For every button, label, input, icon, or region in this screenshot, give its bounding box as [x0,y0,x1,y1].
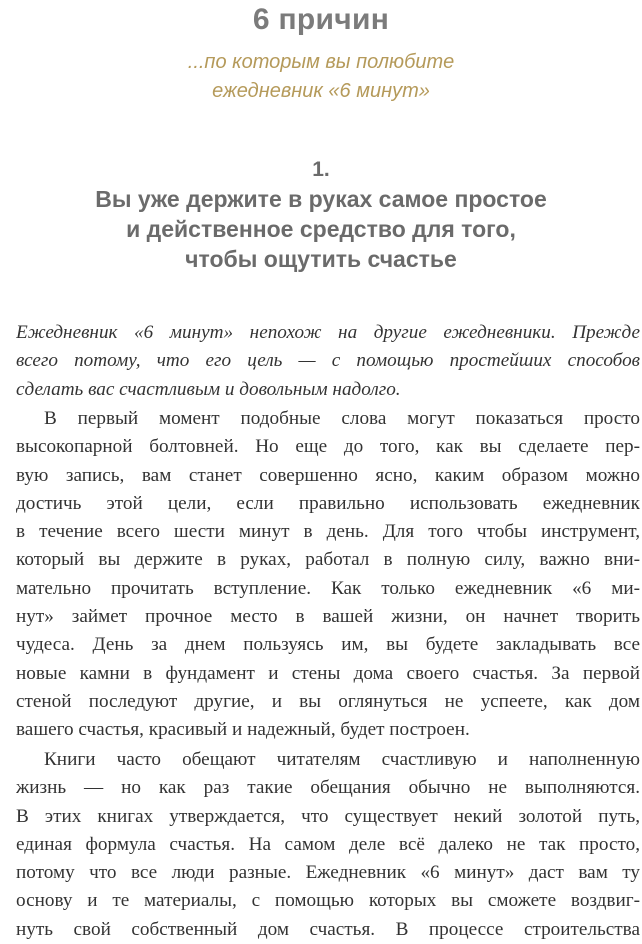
text-line: чудеса. День за днем пользуясь им, вы будете закладывать все [16,634,640,656]
text-line: В первый момент подобные слова могут показаться просто [44,408,640,429]
text-line: высокопарной болтовней. Но еще до того, как вы сделаете пер- [16,436,640,458]
section-heading [0,184,642,274]
subtitle-line: ежедневник «6 минут» [212,80,430,102]
body-paragraph [16,746,640,944]
section-heading-line: чтобы ощутить счастье [185,246,457,272]
text-line: стеной последуют другие, и вы оглянуться не успеете, как дом [16,690,640,712]
body-paragraph [16,405,640,745]
text-line: новые камни в фундамент и стены дома своего счастья. За первой [16,662,640,684]
text-line: Ежедневник «6 минут» непохож на другие ежедневники. Прежде [16,322,640,343]
text-line: всего потому, что его цель — с помощью простейших способов [16,350,640,372]
subtitle-line: ...по которым вы полюбите [187,51,455,73]
section-number: 1. [312,158,330,181]
text-line: вую запись, вам станет совершенно ясно, каким образом можно [16,464,640,486]
text-line: мательно прочитать вступление. Как только ежедневник «6 ми- [16,577,640,599]
text-line: жизнь — но как раз такие обещания обычно не выполняются. [16,777,640,799]
chapter-subtitle [0,48,642,106]
section-heading-line: и действенное средство для того, [126,216,516,242]
text-line: в течение всего шести минут в день. Для того чтобы инструмент, [16,521,640,543]
text-line: Книги часто обещают читателям счастливую и наполненную [44,749,640,770]
text-line: единая формула счастья. На самом деле всё далеко не так просто, [16,833,640,855]
text-line: нуть свой собственный дом счастья. В процессе строительства [16,918,640,940]
intro-paragraph [16,319,640,404]
text-line: нут» займет прочное место в вашей жизни, он начнет творить [16,606,640,628]
section-heading-line: Вы уже держите в руках самое простое [95,186,547,212]
text-line: основу и те материалы, с помощью которых вы сможете воздвиг- [16,890,640,912]
text-line: вашего счастья, красивый и надежный, будет построен. [16,719,470,741]
text-line: В этих книгах утверждается, что существует некий золотой путь, [16,805,640,827]
text-line: потому что все люди разные. Ежедневник «6 минут» даст вам ту [16,862,640,884]
text-line: сделать вас счастливым и довольным надолго. [16,378,401,400]
text-line: достичь этой цели, если правильно использовать ежедневник [16,492,640,514]
text-line: который вы держите в руках, работал в полную силу, важно вни- [16,549,640,571]
chapter-title: 6 причин [252,3,390,36]
